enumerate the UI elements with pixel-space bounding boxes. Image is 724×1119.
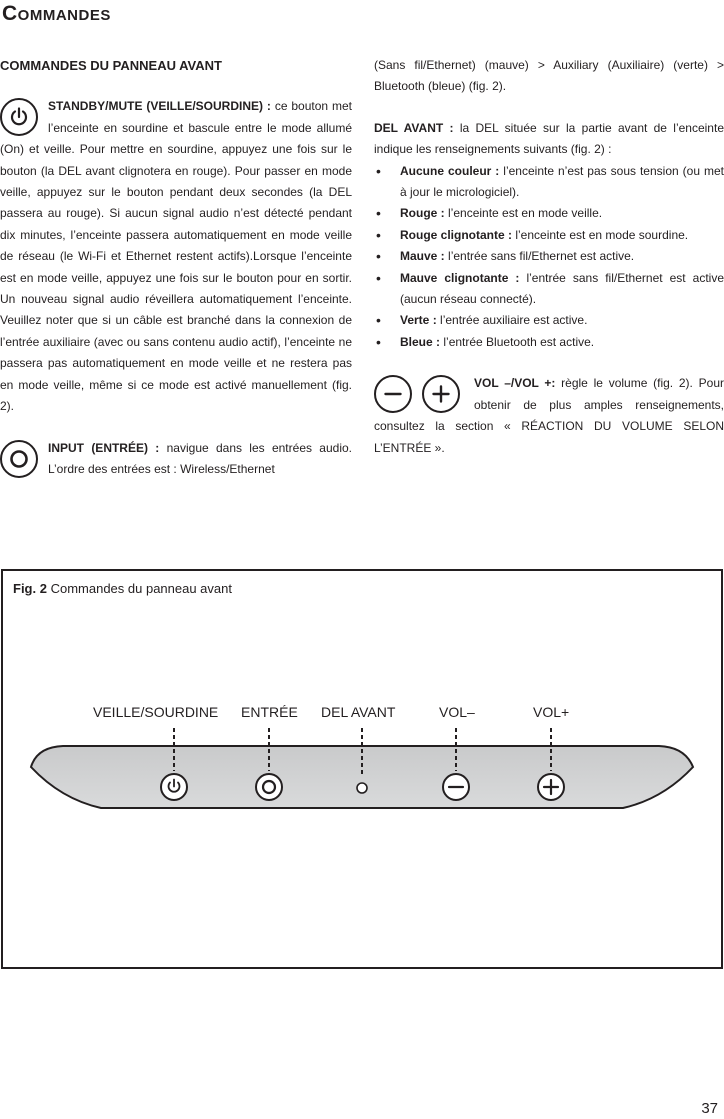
power-icon xyxy=(0,98,38,136)
input-continued: (Sans fil/Ethernet) (mauve) > Auxiliary (Auxiliaire) (verte) > Bluetooth (bleue) (fig. 2). xyxy=(374,58,724,94)
list-item xyxy=(374,310,724,331)
standby-text: ce bouton met l’enceinte en sourdine et bascule entre le mode allumé (On) et veille. Pour mettre en sourdine, appuyez une fois sur le bouton (la DEL avant clignotera en rouge). Pour passer en mode veille, appuyez sur le bouton pendant deux secondes (la DEL passera au rouge). Si aucun signal audio n’est détecté pendant dix minutes, l’enceinte passera automatiquement en mode veille de réseau (le Wi-Fi et Ethernet restent actifs).Lorsque l’enceinte est en mode veille, appuyez une fois sur le bouton pour en sortir. Un nouveau signal audio réveillera automatiquement l’enceinte. Veuillez noter que si un câble est branché dans la connexion de l’entrée auxiliaire (avec ou sans contenu audio actif), l’enceinte ne passera pas automatiquement en mode veille et ne restera pas en mode veille, même si ce mode est activé manuellement (fig. 2). xyxy=(0,99,352,414)
section-heading: COMMANDES DU PANNEAU AVANT xyxy=(0,58,222,73)
list-item xyxy=(374,246,724,267)
state-text: l’entrée sans fil/Ethernet est active. xyxy=(448,249,635,264)
del-text: la DEL située sur la partie avant de l’enceinte indique les renseignements suivants (fig. 2) : xyxy=(374,120,724,157)
state-label: Aucune couleur : xyxy=(400,163,500,178)
label-vol-minus: VOL– xyxy=(439,704,475,720)
label-standby: VEILLE/SOURDINE xyxy=(93,704,219,720)
state-label: Bleue : xyxy=(400,334,441,349)
label-input: ENTRÉE xyxy=(241,704,298,720)
volume-icons xyxy=(374,375,460,413)
state-label: Rouge : xyxy=(400,206,445,221)
state-text: l’enceinte n’est pas sous tension (ou met à jour le micrologiciel). xyxy=(400,163,724,200)
state-label: Verte : xyxy=(400,313,437,328)
input-paragraph xyxy=(0,438,352,481)
left-column xyxy=(0,55,352,500)
vol-plus-button-drawing xyxy=(538,774,564,800)
state-text: l’enceinte est en mode veille. xyxy=(448,206,603,221)
state-text: l’entrée auxiliaire est active. xyxy=(440,313,588,328)
state-text: l’entrée Bluetooth est active. xyxy=(443,334,595,349)
front-panel-drawing xyxy=(3,571,721,967)
standby-label: STANDBY/MUTE (VEILLE/SOURDINE) : xyxy=(48,99,271,114)
list-item xyxy=(374,268,724,311)
plus-icon xyxy=(422,375,460,413)
list-item xyxy=(374,332,724,353)
label-led: DEL AVANT xyxy=(321,704,396,720)
list-item xyxy=(374,161,724,204)
list-item xyxy=(374,225,724,246)
led-state-list xyxy=(374,161,724,354)
input-icon xyxy=(0,440,38,478)
front-led-drawing xyxy=(357,783,367,793)
standby-button-drawing xyxy=(161,774,187,800)
vol-minus-button-drawing xyxy=(443,774,469,800)
input-label: INPUT (ENTRÉE) : xyxy=(48,440,160,455)
standby-paragraph xyxy=(0,96,352,417)
input-text: navigue dans les entrées audio. L’ordre des entrées est : Wireless/Ethernet xyxy=(48,440,352,476)
page-title: Commandes xyxy=(2,2,111,25)
input-button-drawing xyxy=(256,774,282,800)
right-column xyxy=(374,55,724,479)
del-paragraph xyxy=(374,118,724,161)
vol-paragraph xyxy=(374,373,724,459)
minus-icon xyxy=(374,375,412,413)
label-vol-plus: VOL+ xyxy=(533,704,570,720)
figure-caption-label: Fig. 2 xyxy=(13,581,47,596)
state-label: Rouge clignotante : xyxy=(400,227,512,242)
state-label: Mauve clignotante : xyxy=(400,270,520,285)
state-text: l’enceinte est en mode sourdine. xyxy=(515,227,689,242)
state-text: l’entrée sans fil/Ethernet est active (aucun réseau connecté). xyxy=(400,270,724,307)
figure-front-panel xyxy=(1,569,723,969)
vol-label: VOL –/VOL +: xyxy=(474,376,556,391)
list-item xyxy=(374,203,724,224)
figure-caption-text: Commandes du panneau avant xyxy=(50,581,232,596)
page-number: 37 xyxy=(701,1100,718,1117)
vol-text: règle le volume (fig. 2). Pour obtenir de plus amples renseignements, consultez la section « RÉACTION DU VOLUME SELON L’ENTRÉE ». xyxy=(374,376,724,455)
state-label: Mauve : xyxy=(400,249,445,264)
del-label: DEL AVANT : xyxy=(374,120,454,135)
